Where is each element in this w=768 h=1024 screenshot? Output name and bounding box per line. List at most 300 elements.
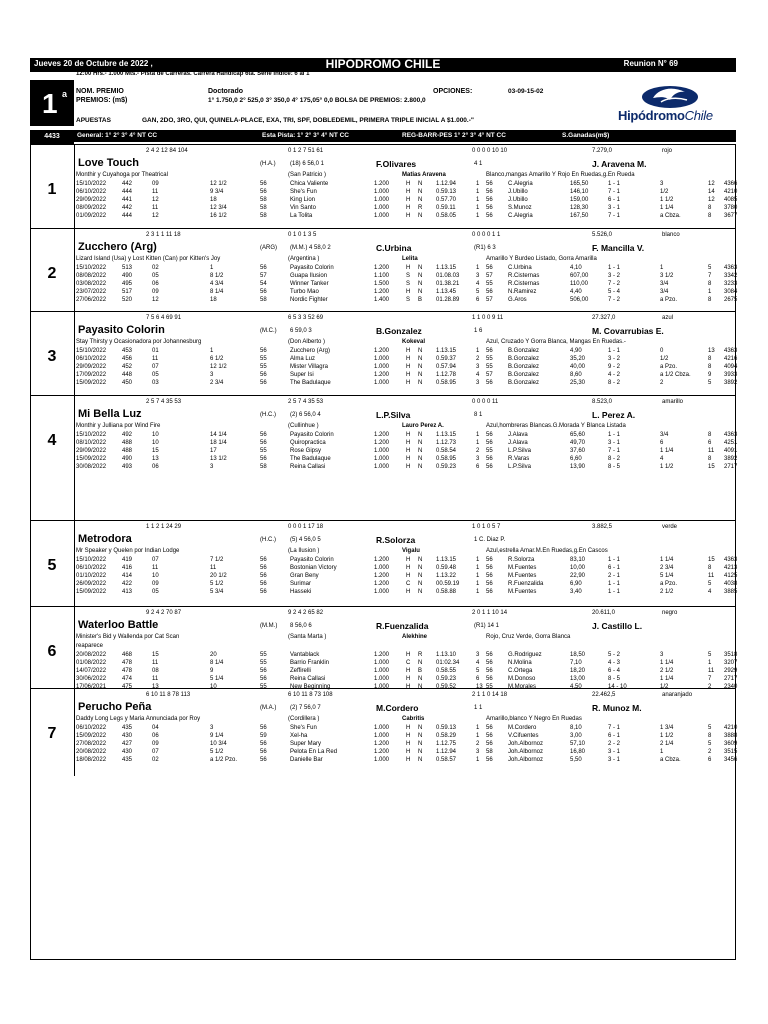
run-cell: 03/08/2022 (76, 281, 107, 287)
run-cell: 6 - 1 (608, 197, 621, 203)
run-cell: 56 (260, 676, 267, 682)
horse-number-cell (30, 689, 75, 776)
run-cell: 00.59.19 (436, 581, 460, 587)
run-cell: 22,90 (570, 573, 586, 579)
run-cell: 55 (486, 448, 493, 454)
run-cell: 6 (708, 440, 712, 446)
page-title: HIPODROMO CHILE (325, 57, 441, 71)
barrier: 1 C. Diaz P. (474, 537, 506, 543)
run-cell: 1.200 (374, 372, 390, 378)
run-cell: 11 (152, 660, 159, 666)
run-cell: L.P.Silva (508, 464, 531, 470)
run-cell: 54 (260, 281, 267, 287)
run-cell: 13,00 (570, 676, 586, 682)
run-cell: 8 (708, 733, 712, 739)
run-cell: 4,10 (570, 265, 582, 271)
run-cell: 3 - 1 (608, 749, 621, 755)
run-cell: N (418, 356, 423, 362)
run-cell: N (418, 289, 423, 295)
run-cell: Turbo Mao (290, 289, 319, 295)
general-stats: 2 3 1 1 11 18 (146, 232, 181, 238)
run-cell: 18/08/2022 (76, 757, 107, 763)
run-cell: Payasito Colorin (290, 265, 334, 271)
run-cell: Reina Callasi (290, 464, 326, 470)
run-cell: 07 (152, 557, 159, 563)
run-cell: 3 (210, 725, 214, 731)
run-cell: 17/06/2021 (76, 684, 107, 690)
run-cell: 475 (122, 684, 133, 690)
run-cell: 11 (708, 448, 715, 454)
run-cell: 3/4 (660, 432, 669, 438)
run-cell: 1 - 1 (608, 348, 621, 354)
run-cell: 3892 (724, 380, 738, 386)
run-cell: 5 1/2 (210, 581, 224, 587)
run-cell: 5 (476, 668, 480, 674)
run-cell: 55 (260, 448, 267, 454)
run-cell: 14/07/2022 (76, 668, 107, 674)
breeder: (San Patricio ) (288, 172, 327, 178)
run-cell: 15/10/2022 (76, 265, 107, 271)
run-cell: Danielle Bar (290, 757, 323, 763)
run-cell: 8,60 (570, 372, 582, 378)
run-cell: 09 (152, 289, 159, 295)
run-cell: 4 (476, 372, 480, 378)
horse-origin: (M.A.) (260, 705, 277, 711)
run-cell: 56 (260, 589, 267, 595)
run-cell: 20 1/2 (210, 573, 227, 579)
run-cell: 1 1/4 (660, 205, 674, 211)
run-cell: 6 - 4 (608, 668, 621, 674)
silks: Amarillo,blanco Y Negro En Ruedas (486, 716, 582, 722)
run-cell: 493 (122, 464, 133, 470)
run-cell: 7 - 1 (608, 448, 621, 454)
run-cell: 2 (660, 380, 664, 386)
run-cell: M.Donoso (508, 676, 536, 682)
run-cell: H (406, 684, 411, 690)
run-cell: a Pzo. (660, 581, 678, 587)
run-cell: J.Ubillo (508, 197, 528, 203)
earnings: 8.523,0 (592, 399, 613, 405)
run-cell: 56 (486, 741, 493, 747)
run-cell: 15/10/2022 (76, 432, 107, 438)
run-cell: Quiropractica (290, 440, 326, 446)
run-cell: H (406, 432, 411, 438)
run-cell: N (418, 660, 423, 666)
run-cell: 06/10/2022 (76, 189, 107, 195)
horse-entry (30, 228, 736, 312)
run-cell: 4210 (724, 725, 738, 731)
run-cell: H (406, 380, 411, 386)
run-cell: H (406, 725, 411, 731)
run-cell: 56 (260, 565, 267, 571)
table-row (76, 589, 736, 597)
run-cell: 3 (476, 273, 480, 279)
run-cell: 435 (122, 757, 133, 763)
run-cell: 40,00 (570, 364, 586, 370)
owner: Lelita (402, 256, 418, 262)
run-cell: Hasseki (290, 589, 312, 595)
run-cell: 01 (152, 348, 159, 354)
run-cell: B.Gonzalez (508, 356, 540, 362)
run-cell: 5 - 4 (608, 289, 621, 295)
run-cell: 07 (152, 364, 159, 370)
run-cell: 3515 (724, 749, 738, 755)
run-cell: 110,00 (570, 281, 588, 287)
run-cell: 1.000 (374, 364, 390, 370)
run-cell: 13 (476, 684, 483, 690)
run-cell: 58 (260, 205, 267, 211)
table-row (76, 741, 736, 749)
table-row (76, 448, 736, 456)
horse-number-cell (30, 145, 75, 229)
run-cell: 15 (152, 448, 159, 454)
run-cell: 56 (260, 189, 267, 195)
reg-line: 6 59,0 3 (290, 328, 312, 334)
run-cell: a Pzo. (660, 297, 678, 303)
run-cell: 15/09/2022 (76, 589, 107, 595)
run-cell: N (418, 676, 423, 682)
reg-stats: 2 0 1 1 10 14 (472, 610, 508, 616)
run-cell: 167,50 (570, 213, 589, 219)
run-cell: 146,10 (570, 189, 589, 195)
run-cell: 4,50 (570, 684, 582, 690)
run-cell: 2717 (724, 676, 738, 682)
run-cell: 10,00 (570, 565, 586, 571)
race-number-box (30, 80, 74, 126)
run-cell: 3233 (724, 281, 738, 287)
table-row (76, 432, 736, 440)
run-cell: 0.57.94 (436, 364, 457, 370)
run-cell: 8 (708, 356, 712, 362)
barrier: 1 1 (474, 705, 483, 711)
run-cell: 56 (486, 733, 493, 739)
run-cell: 55 (260, 364, 267, 370)
table-row (76, 725, 736, 733)
earnings: 3.882,5 (592, 524, 613, 530)
horse-number-cell (30, 229, 75, 312)
pedigree: Minister's Bid y Wallenda por Cat Scan (76, 634, 180, 640)
run-cell: S (406, 281, 411, 287)
trainer-name: J. Castillo L. (592, 621, 643, 631)
run-cell: 56 (260, 557, 267, 563)
run-cell: 23/07/2022 (76, 289, 107, 295)
saddle-color: blanco (662, 232, 680, 238)
run-cell: 488 (122, 440, 133, 446)
run-cell: 1.000 (374, 589, 390, 595)
run-cell: N (418, 557, 423, 563)
run-cell: 1 (708, 289, 712, 295)
reg-line: (5) 4 56,0 5 (290, 537, 321, 543)
run-cell: 8 (708, 281, 712, 287)
horse-name: Perucho Peña (78, 701, 152, 713)
run-cell: 37,60 (570, 448, 586, 454)
run-cell: N.Molina (508, 660, 532, 666)
table-row (76, 205, 736, 213)
general-stats: 2 4 2 12 84 104 (146, 148, 188, 154)
run-cell: 490 (122, 273, 133, 279)
run-cell: N (418, 265, 423, 271)
run-cell: 1.12.94 (436, 749, 457, 755)
run-cell: M.Morales (508, 684, 537, 690)
horse-name: Waterloo Battle (78, 619, 159, 631)
run-cell: 4 (476, 660, 480, 666)
run-cell: La Tolita (290, 213, 313, 219)
run-cell: H (406, 557, 411, 563)
run-cell: N (418, 757, 423, 763)
run-cell: 08/10/2022 (76, 440, 107, 446)
run-cell: N (418, 581, 423, 587)
reg-line: (2) 6 56,0 4 (290, 412, 321, 418)
run-cell: R (418, 652, 423, 658)
run-cell: H (406, 749, 411, 755)
run-cell: 2717 (724, 464, 738, 470)
run-cell: 4210 (724, 189, 738, 195)
run-cell: 492 (122, 432, 133, 438)
run-cell: 56 (486, 573, 493, 579)
run-cell: 3 - 2 (608, 273, 621, 279)
run-cell: 1.000 (374, 725, 390, 731)
run-cell: N (418, 197, 423, 203)
run-cell: 05 (152, 273, 159, 279)
table-row (76, 289, 736, 297)
run-cell: 5 (708, 725, 712, 731)
run-cell: 56 (486, 197, 493, 203)
barrier: 8 1 (474, 412, 483, 418)
owner: Kokeval (402, 339, 426, 345)
run-cell: 1.000 (374, 380, 390, 386)
jockey-name: R.Solorza (376, 535, 416, 545)
run-cell: 1 (660, 265, 664, 271)
run-cell: 7 - 1 (608, 189, 621, 195)
run-cell: 8 (708, 456, 712, 462)
reg-stats: 0 0 0 0 11 (472, 399, 499, 405)
run-cell: Joh.Albornoz (508, 757, 544, 763)
run-cell: 6 - 1 (608, 565, 621, 571)
run-cell: 2 3/4 (210, 380, 224, 386)
track-stats: 0 1 0 1 3 5 (288, 232, 317, 238)
run-cell: 8 (708, 297, 712, 303)
run-cell: 5 (708, 652, 712, 658)
run-cell: 9 (210, 668, 214, 674)
run-cell: 1 (476, 589, 480, 595)
saddle-color: negro (662, 610, 678, 616)
run-cell: 56 (486, 660, 493, 666)
run-cell: 4 - 2 (608, 372, 621, 378)
run-cell: 56 (486, 565, 493, 571)
horse-origin: (M.M.) (260, 623, 278, 629)
run-cell: 506,00 (570, 297, 589, 303)
horse-number: 4 (47, 432, 57, 449)
run-cell: 1.000 (374, 197, 390, 203)
apuestas-row (76, 117, 474, 124)
run-cell: 09 (152, 581, 159, 587)
run-cell: 4,90 (570, 348, 582, 354)
run-cell: 1.100 (374, 273, 390, 279)
run-cell: 1.000 (374, 464, 390, 470)
run-cell: Payasito Colorin (290, 432, 334, 438)
run-cell: 56 (486, 213, 493, 219)
nom-premio-value: Doctorado (208, 88, 243, 95)
run-cell: 1.400 (374, 297, 390, 303)
run-cell: R.Cisternas (508, 281, 540, 287)
run-cell: 2 1/2 (660, 668, 674, 674)
run-cell: 1 (476, 432, 480, 438)
run-cell: 58 (260, 197, 267, 203)
run-cell: 56 (486, 440, 493, 446)
run-cell: H (406, 676, 411, 682)
run-cell: 56 (486, 265, 493, 271)
run-cell: N (418, 181, 423, 187)
run-cell: 2 (476, 356, 480, 362)
run-cell: 1.13.15 (436, 348, 457, 354)
run-cell: C.Alegria (508, 181, 533, 187)
run-cell: 4 (660, 456, 664, 462)
run-cell: Rose Gipsy (290, 448, 322, 454)
run-cell: 1.13.15 (436, 432, 457, 438)
run-cell: 468 (122, 652, 133, 658)
horse-origin: (ARG) (260, 245, 277, 251)
horse-entry (30, 144, 736, 229)
run-cell: 4038 (724, 581, 738, 587)
run-cell: 5 (708, 265, 712, 271)
run-cell: 5 (708, 741, 712, 747)
run-cell: 1.000 (374, 684, 390, 690)
run-cell: 9 3/4 (210, 189, 224, 195)
run-cell: 6 - 1 (608, 733, 621, 739)
run-cell: 56 (486, 652, 493, 658)
run-cell: 3 (476, 652, 480, 658)
run-cell: 15/09/2022 (76, 456, 107, 462)
run-cell: 1.000 (374, 660, 390, 666)
run-cell: 2 1/4 (660, 741, 674, 747)
run-cell: 1 1/2 (660, 733, 674, 739)
table-row (76, 356, 736, 364)
run-cell: C (406, 660, 411, 666)
run-cell: 1.000 (374, 565, 390, 571)
run-cell: 13,90 (570, 464, 586, 470)
run-cell: 427 (122, 741, 133, 747)
run-cell: 8 (708, 432, 712, 438)
barrier: (R1) 14 1 (474, 623, 500, 629)
run-cell: 18,50 (570, 652, 586, 658)
earnings: 27.327,0 (592, 315, 616, 321)
run-cell: 6 (476, 676, 480, 682)
run-cell: 56 (486, 432, 493, 438)
table-row (76, 372, 736, 380)
run-cell: 2 (708, 684, 712, 690)
run-cell: 56 (486, 581, 493, 587)
run-cell: 56 (260, 581, 267, 587)
run-cell: 1.200 (374, 557, 390, 563)
run-cell: 442 (122, 205, 133, 211)
run-cell: 15 (708, 557, 715, 563)
run-cell: 8 (708, 213, 712, 219)
run-cell: N (418, 684, 423, 690)
table-row (76, 440, 736, 448)
horse-number: 2 (47, 265, 57, 282)
run-cell: N (418, 565, 423, 571)
horse-number-cell (30, 312, 75, 396)
run-cell: 1.200 (374, 348, 390, 354)
run-cell: Zucchero (Arg) (290, 348, 331, 354)
saddle-color: verde (662, 524, 678, 530)
opciones-label: OPCIONES: (433, 88, 473, 95)
jockey-name: C.Urbina (376, 243, 412, 253)
breeder: (Argentina ) (288, 256, 320, 262)
run-cell: 57 (486, 297, 493, 303)
run-cell: 06/10/2022 (76, 565, 107, 571)
saddle-color: anaranjado (662, 692, 693, 698)
run-cell: 2 - 2 (608, 741, 621, 747)
run-cell: 2 - 1 (608, 573, 621, 579)
apuestas-value: GAN, 2DO, 3RO, QUI, QUINELA-PLACE, EXA, TRI, SPF, DOBLEDEMIL, PRIMERA TRIPLE INICIAL A $1.000.-" (142, 117, 474, 124)
run-cell: 456 (122, 356, 133, 362)
horse-number-cell (30, 396, 75, 521)
table-row (76, 464, 736, 472)
run-cell: 06 (152, 281, 159, 287)
run-cell: 01.28.89 (436, 297, 460, 303)
run-cell: 12 (152, 213, 159, 219)
table-row (76, 297, 736, 305)
run-cell: 03 (152, 380, 159, 386)
premios-label: PREMIOS: (m$) (76, 97, 128, 104)
run-cell: Payasito Colorin (290, 557, 334, 563)
run-cell: 55 (486, 684, 493, 690)
run-cell: 1 - 1 (608, 581, 621, 587)
run-cell: 55 (260, 652, 267, 658)
col-reg-barr: REG-BARR-PES 1° 2° 3° 4° NT CC (402, 132, 506, 139)
run-cell: 3 1/2 (660, 273, 674, 279)
run-cell: N (418, 733, 423, 739)
col-general: General: 1° 2° 3° 4° NT CC (77, 132, 158, 139)
run-cell: N (418, 380, 423, 386)
run-cell: 0.57.70 (436, 197, 457, 203)
pedigree: Monthir y Cuyahoga por Theatrical (76, 172, 168, 178)
table-row (76, 456, 736, 464)
run-cell: H (406, 189, 411, 195)
horse-origin: (H.A.) (260, 161, 276, 167)
run-cell: 05 (152, 372, 159, 378)
run-cell: 5 1/4 (660, 573, 674, 579)
reg-line: 8 56,0 6 (290, 623, 312, 629)
run-cell: The Badulaque (290, 456, 331, 462)
run-cell: 11 (210, 565, 217, 571)
breeder: (Cordillera ) (288, 716, 320, 722)
run-cell: 11 (152, 189, 159, 195)
reg-line: (2) 7 56,0 7 (290, 705, 321, 711)
run-cell: R.Cisternas (508, 273, 540, 279)
run-cell: 10 3/4 (210, 741, 227, 747)
run-cell: 3,40 (570, 589, 582, 595)
table-row (76, 181, 736, 189)
owner: Cabritis (402, 716, 425, 722)
run-cell: 56 (260, 372, 267, 378)
trainer-name: J. Aravena M. (592, 159, 647, 169)
run-cell: 3,00 (570, 733, 582, 739)
run-cell: 56 (260, 749, 267, 755)
reg-line: (18) 6 56,0 1 (290, 161, 325, 167)
run-cell: N (418, 464, 423, 470)
breeder: (Don Alberto ) (288, 339, 326, 345)
run-cell: 12 1/2 (210, 364, 227, 370)
run-cell: 56 (260, 432, 267, 438)
run-cell: 57 (486, 273, 493, 279)
run-cell: N (418, 749, 423, 755)
run-cell: H (406, 668, 411, 674)
run-cell: 1.200 (374, 652, 390, 658)
general-stats: 1 1 2 1 24 29 (146, 524, 182, 530)
table-row (76, 364, 736, 372)
